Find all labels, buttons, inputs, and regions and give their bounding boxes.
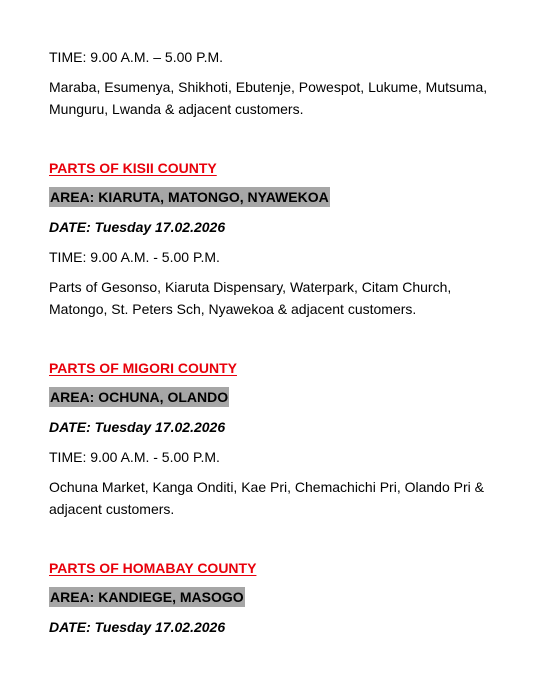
area-line-kisii	[49, 187, 330, 207]
county-heading-kisii: PARTS OF KISII COUNTY	[49, 160, 217, 176]
area-line-migori	[49, 387, 229, 407]
area-highlight: AREA: OCHUNA, OLANDO	[50, 389, 229, 405]
county-heading-migori: PARTS OF MIGORI COUNTY	[49, 360, 237, 376]
county-heading-homabay: PARTS OF HOMABAY COUNTY	[49, 560, 257, 576]
locations-text: Maraba, Esumenya, Shikhoti, Ebutenje, Powespot, Lukume, Mutsuma, Munguru, Lwanda & adjacent customers.	[49, 79, 488, 117]
date-line-migori: DATE: Tuesday 17.02.2026	[49, 419, 226, 435]
area-highlight: AREA: KIARUTA, MATONGO, NYAWEKOA	[50, 189, 329, 205]
area-line-homabay	[49, 587, 245, 607]
date-line-kisii: DATE: Tuesday 17.02.2026	[49, 219, 226, 235]
locations-text-migori: Ochuna Market, Kanga Onditi, Kae Pri, Chemachichi Pri, Olando Pri & adjacent customers.	[49, 479, 484, 517]
date-line-homabay: DATE: Tuesday 17.02.2026	[49, 619, 226, 635]
time-line: TIME: 9.00 A.M. – 5.00 P.M.	[49, 49, 224, 65]
area-highlight: AREA: KANDIEGE, MASOGO	[50, 589, 244, 605]
time-line-kisii: TIME: 9.00 A.M. - 5.00 P.M.	[49, 249, 220, 265]
locations-text-kisii: Parts of Gesonso, Kiaruta Dispensary, Waterpark, Citam Church, Matongo, St. Peters Sch, Nyawekoa & adjacent customers.	[49, 279, 452, 317]
time-line-migori: TIME: 9.00 A.M. - 5.00 P.M.	[49, 449, 220, 465]
